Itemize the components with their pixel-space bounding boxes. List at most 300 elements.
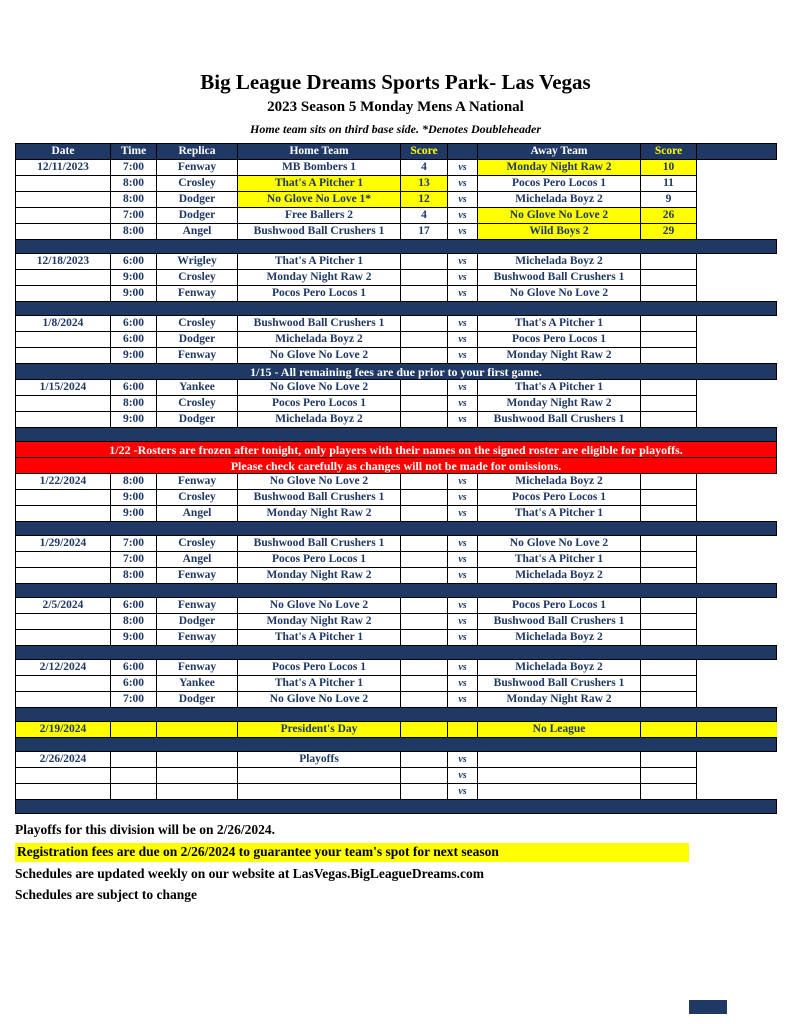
home-team-cell: Pocos Pero Locos 1 (238, 396, 401, 412)
spacer-cell (697, 254, 777, 270)
replica-cell: Crosley (157, 316, 238, 332)
spacer-cell (697, 286, 777, 302)
home-score-cell (401, 536, 448, 552)
away-team-cell: That's A Pitcher 1 (478, 316, 641, 332)
spacer-cell (697, 176, 777, 192)
vs-cell: vs (448, 270, 478, 286)
home-score-cell (401, 598, 448, 614)
replica-cell: Fenway (157, 348, 238, 364)
away-score-cell (641, 536, 697, 552)
vs-cell: vs (448, 614, 478, 630)
away-team-cell: Michelada Boyz 2 (478, 568, 641, 584)
away-team-cell: No Glove No Love 2 (478, 208, 641, 224)
away-team-cell: Bushwood Ball Crushers 1 (478, 676, 641, 692)
away-team-cell: Pocos Pero Locos 1 (478, 332, 641, 348)
replica-cell (157, 722, 238, 738)
time-cell: 9:00 (111, 270, 157, 286)
separator-bar (16, 800, 777, 814)
home-score-cell (401, 768, 448, 784)
home-score-cell: 12 (401, 192, 448, 208)
game-row (16, 784, 777, 800)
vs-cell: vs (448, 224, 478, 240)
separator-row (16, 708, 777, 722)
footer-playoffs-note: Playoffs for this division will be on 2/26/2024. (15, 822, 276, 837)
away-score-cell (641, 552, 697, 568)
replica-cell: Wrigley (157, 254, 238, 270)
vs-cell: vs (448, 192, 478, 208)
notice-text: 1/15 - All remaining fees are due prior to your first game. (16, 364, 777, 380)
vs-cell: vs (448, 412, 478, 428)
separator-bar (16, 302, 777, 316)
date-cell (16, 286, 111, 302)
time-cell (111, 784, 157, 800)
date-cell (16, 176, 111, 192)
corner-mark (689, 1000, 727, 1014)
game-row (16, 316, 777, 332)
replica-cell: Yankee (157, 676, 238, 692)
spacer-cell (697, 412, 777, 428)
away-score-cell (641, 412, 697, 428)
away-team-cell: No Glove No Love 2 (478, 286, 641, 302)
replica-cell: Dodger (157, 412, 238, 428)
home-team-cell: Monday Night Raw 2 (238, 614, 401, 630)
away-score-cell: 11 (641, 176, 697, 192)
header-away-score: Score (641, 144, 697, 160)
replica-cell: Crosley (157, 176, 238, 192)
away-score-cell (641, 768, 697, 784)
home-team-cell: That's A Pitcher 1 (238, 630, 401, 646)
time-cell: 6:00 (111, 380, 157, 396)
game-row (16, 396, 777, 412)
home-team-cell: Bushwood Ball Crushers 1 (238, 536, 401, 552)
date-cell (16, 270, 111, 286)
time-cell: 7:00 (111, 692, 157, 708)
date-cell (16, 396, 111, 412)
footer (15, 822, 791, 904)
date-cell (16, 784, 111, 800)
game-row (16, 176, 777, 192)
separator-row (16, 302, 777, 316)
away-team-cell: Pocos Pero Locos 1 (478, 598, 641, 614)
spacer-cell (697, 224, 777, 240)
away-team-cell: Michelada Boyz 2 (478, 474, 641, 490)
footer-registration-note: Registration fees are due on 2/26/2024 to guarantee your team's spot for next season (15, 843, 689, 862)
away-score-cell (641, 396, 697, 412)
spacer-cell (697, 506, 777, 522)
time-cell: 6:00 (111, 598, 157, 614)
time-cell: 8:00 (111, 224, 157, 240)
home-score-cell (401, 396, 448, 412)
away-team-cell: That's A Pitcher 1 (478, 506, 641, 522)
header-replica: Replica (157, 144, 238, 160)
alert-notice-row (16, 458, 777, 474)
replica-cell: Fenway (157, 286, 238, 302)
home-score-cell (401, 316, 448, 332)
time-cell: 8:00 (111, 474, 157, 490)
notice-text: Please check carefully as changes will not be made for omissions. (16, 458, 777, 474)
home-score-cell (401, 506, 448, 522)
away-team-cell: No Glove No Love 2 (478, 536, 641, 552)
away-team-cell: Wild Boys 2 (478, 224, 641, 240)
date-cell (16, 224, 111, 240)
vs-cell: vs (448, 692, 478, 708)
alert-notice-row (16, 442, 777, 458)
game-row (16, 160, 777, 176)
date-cell (16, 490, 111, 506)
time-cell: 7:00 (111, 552, 157, 568)
away-score-cell (641, 286, 697, 302)
time-cell (111, 722, 157, 738)
header-vs (448, 144, 478, 160)
separator-row (16, 646, 777, 660)
date-cell (16, 348, 111, 364)
separator-bar (16, 646, 777, 660)
replica-cell: Dodger (157, 692, 238, 708)
away-score-cell: 10 (641, 160, 697, 176)
home-team-cell: That's A Pitcher 1 (238, 176, 401, 192)
replica-cell: Crosley (157, 536, 238, 552)
vs-cell: vs (448, 332, 478, 348)
vs-cell: vs (448, 676, 478, 692)
away-score-cell (641, 722, 697, 738)
replica-cell: Angel (157, 552, 238, 568)
game-row (16, 506, 777, 522)
spacer-cell (697, 536, 777, 552)
home-team-cell: Monday Night Raw 2 (238, 568, 401, 584)
notice-text: 1/22 -Rosters are frozen after tonight, only players with their names on the signed roster are eligible for playoffs. (16, 442, 777, 458)
away-score-cell (641, 254, 697, 270)
spacer-cell (697, 752, 777, 768)
away-score-cell (641, 348, 697, 364)
spacer-cell (697, 768, 777, 784)
separator-row (16, 240, 777, 254)
away-team-cell: That's A Pitcher 1 (478, 552, 641, 568)
replica-cell: Yankee (157, 380, 238, 396)
time-cell (111, 752, 157, 768)
home-score-cell (401, 348, 448, 364)
home-team-cell: No Glove No Love 1* (238, 192, 401, 208)
vs-cell: vs (448, 348, 478, 364)
date-cell: 12/11/2023 (16, 160, 111, 176)
home-team-cell: Free Ballers 2 (238, 208, 401, 224)
schedule-table-body (16, 160, 777, 814)
separator-row (16, 428, 777, 442)
away-team-cell: Michelada Boyz 2 (478, 630, 641, 646)
away-score-cell (641, 332, 697, 348)
spacer-cell (697, 474, 777, 490)
away-team-cell: Monday Night Raw 2 (478, 396, 641, 412)
away-score-cell (641, 506, 697, 522)
home-score-cell: 13 (401, 176, 448, 192)
game-row (16, 768, 777, 784)
away-team-cell: Bushwood Ball Crushers 1 (478, 270, 641, 286)
home-score-cell (401, 676, 448, 692)
game-row (16, 676, 777, 692)
spacer-cell (697, 598, 777, 614)
home-team-cell: Monday Night Raw 2 (238, 270, 401, 286)
replica-cell: Fenway (157, 630, 238, 646)
separator-bar (16, 240, 777, 254)
date-cell (16, 768, 111, 784)
home-team-cell: Bushwood Ball Crushers 1 (238, 224, 401, 240)
replica-cell (157, 752, 238, 768)
home-team-cell: No Glove No Love 2 (238, 380, 401, 396)
time-cell: 9:00 (111, 286, 157, 302)
vs-cell: vs (448, 380, 478, 396)
away-score-cell (641, 660, 697, 676)
home-score-cell (401, 660, 448, 676)
date-cell (16, 332, 111, 348)
away-team-cell: Monday Night Raw 2 (478, 692, 641, 708)
date-cell: 12/18/2023 (16, 254, 111, 270)
time-cell: 9:00 (111, 490, 157, 506)
date-cell (16, 692, 111, 708)
date-cell: 1/8/2024 (16, 316, 111, 332)
date-cell: 2/12/2024 (16, 660, 111, 676)
time-cell: 8:00 (111, 568, 157, 584)
away-score-cell (641, 692, 697, 708)
home-team-cell: Bushwood Ball Crushers 1 (238, 490, 401, 506)
replica-cell (157, 768, 238, 784)
vs-cell: vs (448, 254, 478, 270)
home-score-cell: 4 (401, 160, 448, 176)
vs-cell: vs (448, 490, 478, 506)
replica-cell: Dodger (157, 614, 238, 630)
game-row (16, 752, 777, 768)
time-cell: 9:00 (111, 348, 157, 364)
game-row (16, 660, 777, 676)
vs-cell: vs (448, 474, 478, 490)
vs-cell: vs (448, 768, 478, 784)
away-team-cell: Bushwood Ball Crushers 1 (478, 412, 641, 428)
home-team-cell: Bushwood Ball Crushers 1 (238, 316, 401, 332)
separator-bar (16, 584, 777, 598)
date-cell: 1/22/2024 (16, 474, 111, 490)
time-cell: 7:00 (111, 160, 157, 176)
table-header (16, 144, 777, 160)
spacer-cell (697, 208, 777, 224)
vs-cell: vs (448, 208, 478, 224)
replica-cell: Fenway (157, 160, 238, 176)
home-score-cell (401, 286, 448, 302)
time-cell: 9:00 (111, 506, 157, 522)
home-team-cell: Pocos Pero Locos 1 (238, 660, 401, 676)
away-score-cell (641, 614, 697, 630)
page-subtitle: 2023 Season 5 Monday Mens A National (267, 99, 524, 115)
game-row (16, 286, 777, 302)
replica-cell: Fenway (157, 568, 238, 584)
spacer-cell (697, 722, 777, 738)
home-team-cell: No Glove No Love 2 (238, 598, 401, 614)
away-score-cell (641, 630, 697, 646)
away-team-cell: Pocos Pero Locos 1 (478, 490, 641, 506)
schedule-table (15, 143, 777, 814)
holiday-row (16, 722, 777, 738)
replica-cell: Fenway (157, 474, 238, 490)
header-time: Time (111, 144, 157, 160)
game-row (16, 412, 777, 428)
home-team-cell: No Glove No Love 2 (238, 692, 401, 708)
info-notice-row (16, 364, 777, 380)
home-score-cell (401, 270, 448, 286)
away-team-cell: Michelada Boyz 2 (478, 660, 641, 676)
date-cell (16, 412, 111, 428)
away-team-cell (478, 768, 641, 784)
home-team-cell: Michelada Boyz 2 (238, 412, 401, 428)
replica-cell: Crosley (157, 270, 238, 286)
vs-cell: vs (448, 784, 478, 800)
game-row (16, 224, 777, 240)
date-cell (16, 630, 111, 646)
home-score-cell (401, 568, 448, 584)
spacer-cell (697, 396, 777, 412)
spacer-cell (697, 348, 777, 364)
away-team-cell: Monday Night Raw 2 (478, 160, 641, 176)
separator-bar (16, 738, 777, 752)
away-score-cell (641, 784, 697, 800)
away-score-cell (641, 568, 697, 584)
time-cell: 8:00 (111, 396, 157, 412)
date-cell (16, 568, 111, 584)
game-row (16, 692, 777, 708)
home-score-cell: 4 (401, 208, 448, 224)
date-cell (16, 506, 111, 522)
home-score-cell (401, 412, 448, 428)
home-team-cell: Michelada Boyz 2 (238, 332, 401, 348)
spacer-cell (697, 614, 777, 630)
home-team-cell: Monday Night Raw 2 (238, 506, 401, 522)
vs-cell: vs (448, 160, 478, 176)
separator-row (16, 522, 777, 536)
spacer-cell (697, 270, 777, 286)
time-cell: 6:00 (111, 316, 157, 332)
away-score-cell (641, 316, 697, 332)
spacer-cell (697, 660, 777, 676)
time-cell: 9:00 (111, 412, 157, 428)
home-team-cell (238, 768, 401, 784)
game-row (16, 474, 777, 490)
home-team-cell: That's A Pitcher 1 (238, 254, 401, 270)
replica-cell: Fenway (157, 660, 238, 676)
home-score-cell (401, 380, 448, 396)
vs-cell: vs (448, 316, 478, 332)
spacer-cell (697, 316, 777, 332)
away-team-cell: No League (478, 722, 641, 738)
header-spacer (697, 144, 777, 160)
away-team-cell (478, 752, 641, 768)
game-row (16, 208, 777, 224)
time-cell: 7:00 (111, 208, 157, 224)
away-score-cell: 9 (641, 192, 697, 208)
spacer-cell (697, 160, 777, 176)
home-score-cell (401, 332, 448, 348)
home-team-cell: That's A Pitcher 1 (238, 676, 401, 692)
home-score-cell (401, 474, 448, 490)
home-score-cell (401, 614, 448, 630)
time-cell (111, 768, 157, 784)
spacer-cell (697, 490, 777, 506)
home-score-cell (401, 254, 448, 270)
vs-cell: vs (448, 552, 478, 568)
game-row (16, 348, 777, 364)
header-date: Date (16, 144, 111, 160)
date-cell (16, 614, 111, 630)
footer-website-note: Schedules are updated weekly on our website at LasVegas.BigLeagueDreams.com (15, 865, 485, 881)
separator-row (16, 584, 777, 598)
home-score-cell (401, 784, 448, 800)
vs-cell: vs (448, 506, 478, 522)
time-cell: 8:00 (111, 614, 157, 630)
home-team-cell (238, 784, 401, 800)
home-score-cell (401, 630, 448, 646)
replica-cell: Fenway (157, 598, 238, 614)
game-row (16, 332, 777, 348)
vs-cell: vs (448, 752, 478, 768)
replica-cell: Crosley (157, 490, 238, 506)
home-team-cell: President's Day (238, 722, 401, 738)
home-team-cell: MB Bombers 1 (238, 160, 401, 176)
home-team-cell: Pocos Pero Locos 1 (238, 286, 401, 302)
away-score-cell (641, 380, 697, 396)
away-team-cell: Monday Night Raw 2 (478, 348, 641, 364)
spacer-cell (697, 192, 777, 208)
home-score-cell (401, 722, 448, 738)
away-score-cell (641, 598, 697, 614)
away-score-cell (641, 474, 697, 490)
spacer-cell (697, 784, 777, 800)
date-cell (16, 208, 111, 224)
header-away-team: Away Team (478, 144, 641, 160)
game-row (16, 254, 777, 270)
footer-change-note: Schedules are subject to change (15, 886, 197, 902)
vs-cell: vs (448, 176, 478, 192)
vs-cell: vs (448, 536, 478, 552)
separator-bar (16, 428, 777, 442)
away-score-cell: 29 (641, 224, 697, 240)
vs-cell: vs (448, 660, 478, 676)
game-row (16, 630, 777, 646)
away-team-cell: Michelada Boyz 2 (478, 192, 641, 208)
time-cell: 6:00 (111, 676, 157, 692)
date-cell: 2/26/2024 (16, 752, 111, 768)
game-row (16, 380, 777, 396)
away-team-cell: Pocos Pero Locos 1 (478, 176, 641, 192)
replica-cell: Dodger (157, 208, 238, 224)
replica-cell: Angel (157, 224, 238, 240)
time-cell: 8:00 (111, 192, 157, 208)
spacer-cell (697, 552, 777, 568)
time-cell: 6:00 (111, 332, 157, 348)
away-team-cell: That's A Pitcher 1 (478, 380, 641, 396)
header-home-score: Score (401, 144, 448, 160)
home-score-cell (401, 692, 448, 708)
vs-cell: vs (448, 598, 478, 614)
separator-bar (16, 522, 777, 536)
date-cell (16, 552, 111, 568)
vs-cell: vs (448, 568, 478, 584)
away-team-cell (478, 784, 641, 800)
game-row (16, 490, 777, 506)
home-score-cell (401, 490, 448, 506)
time-cell: 6:00 (111, 254, 157, 270)
header-home-team: Home Team (238, 144, 401, 160)
date-cell (16, 192, 111, 208)
replica-cell: Dodger (157, 332, 238, 348)
game-row (16, 552, 777, 568)
game-row (16, 270, 777, 286)
game-row (16, 614, 777, 630)
spacer-cell (697, 630, 777, 646)
